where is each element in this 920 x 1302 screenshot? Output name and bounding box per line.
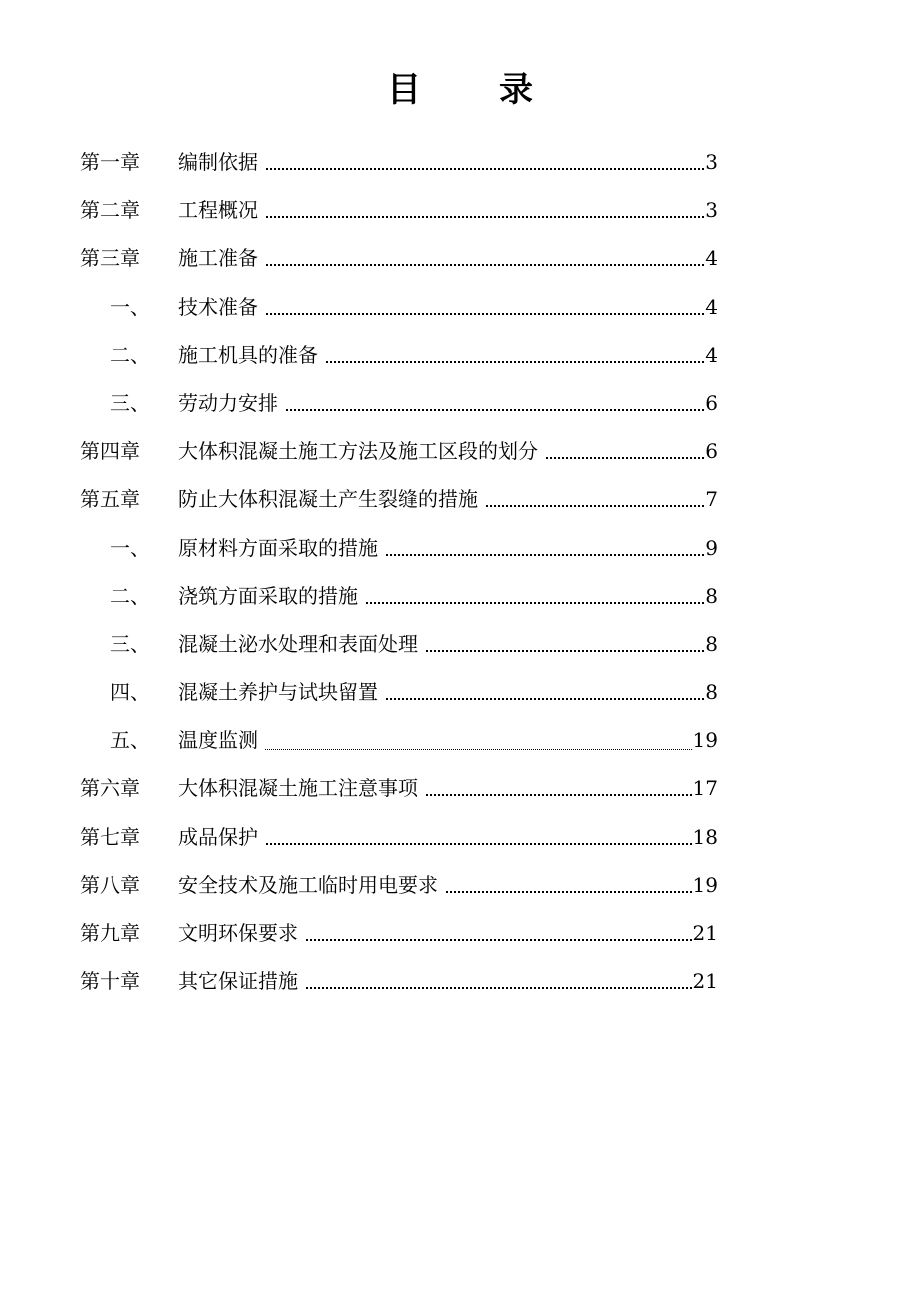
- title-char-1: 目: [387, 70, 421, 110]
- toc-entry[interactable]: [0, 477, 920, 525]
- toc-entry-page-number: 3: [704, 140, 718, 184]
- toc-entry-page-number: 8: [704, 670, 718, 714]
- toc-entry-number: 三、: [110, 390, 150, 415]
- toc-entry-number: 第七章: [80, 824, 140, 849]
- toc-entry-number: 二、: [110, 583, 150, 608]
- toc-entry-number: 第十章: [80, 969, 140, 994]
- toc-entry-number: 第九章: [80, 921, 140, 945]
- toc-entry[interactable]: [0, 670, 920, 718]
- toc-entry-label: 温度监测: [178, 718, 264, 762]
- toc-entry-number: 第一章: [80, 150, 140, 174]
- toc-entry-number: 第三章: [80, 246, 140, 271]
- toc-entry[interactable]: [0, 815, 920, 863]
- toc-entry[interactable]: [0, 526, 920, 574]
- toc-entry-number: 第四章: [80, 439, 140, 464]
- toc-entry[interactable]: [0, 574, 920, 622]
- toc-entry-number: 四、: [110, 680, 150, 705]
- toc-entry-number: 三、: [110, 631, 150, 656]
- toc-entry-label: 混凝土泌水处理和表面处理: [178, 622, 424, 666]
- toc-entry-number: 第六章: [80, 776, 140, 801]
- toc-entry-label: 大体积混凝土施工注意事项: [178, 766, 424, 810]
- toc-entry-label: 成品保护: [178, 815, 264, 859]
- toc-entry-number: 一、: [110, 294, 150, 319]
- toc-entry-label: 工程概况: [178, 188, 264, 232]
- toc-entry-number: 第二章: [80, 198, 140, 223]
- toc-entry[interactable]: [0, 766, 920, 814]
- toc-entry[interactable]: [0, 333, 920, 381]
- toc-entry-label: 原材料方面采取的措施: [178, 526, 384, 570]
- toc-entry-page-number: 8: [704, 574, 718, 618]
- title-char-2: 录: [499, 70, 533, 110]
- toc-entry-label: 安全技术及施工临时用电要求: [178, 863, 444, 907]
- toc-entry[interactable]: [0, 911, 920, 959]
- toc-entry-label: 其它保证措施: [178, 959, 304, 1003]
- toc-entry-label: 编制依据: [178, 140, 264, 184]
- toc-entry-label: 浇筑方面采取的措施: [178, 574, 364, 618]
- toc-entry-number: 一、: [110, 535, 150, 560]
- toc-entry-page-number: 18: [692, 815, 718, 859]
- toc-entry-page-number: 8: [704, 622, 718, 666]
- toc-entry-page-number: 4: [704, 285, 718, 329]
- toc-entry-number: 第八章: [80, 872, 140, 897]
- toc-entry-label: 技术准备: [178, 285, 264, 329]
- toc-entry-label: 施工准备: [178, 236, 264, 280]
- toc-entry-page-number: 19: [692, 718, 718, 762]
- toc-entry-page-number: 4: [704, 236, 718, 280]
- toc-entry-label: 混凝土养护与试块留置: [178, 670, 384, 714]
- toc-entry-page-number: 19: [692, 863, 718, 907]
- toc-entry-number: 二、: [110, 342, 150, 367]
- toc-entry[interactable]: [0, 381, 920, 429]
- toc-entry-label: 大体积混凝土施工方法及施工区段的划分: [178, 429, 544, 473]
- toc-entry-page-number: 17: [692, 766, 718, 810]
- toc-entry[interactable]: [0, 959, 920, 1007]
- toc-entry-page-number: 3: [704, 188, 718, 232]
- toc-entry[interactable]: [0, 188, 920, 236]
- toc-list: [0, 140, 920, 1007]
- toc-entry-label: 文明环保要求: [178, 911, 304, 955]
- toc-entry-page-number: 4: [704, 333, 718, 377]
- page-title: [0, 68, 920, 112]
- toc-entry-page-number: 21: [692, 911, 718, 955]
- toc-entry-label: 劳动力安排: [178, 381, 284, 425]
- toc-entry-number: 第五章: [80, 487, 140, 512]
- toc-entry-page-number: 6: [704, 381, 718, 425]
- toc-entry[interactable]: [0, 863, 920, 911]
- toc-entry[interactable]: [0, 285, 920, 333]
- toc-entry[interactable]: [0, 622, 920, 670]
- toc-entry-label: 防止大体积混凝土产生裂缝的措施: [178, 477, 484, 521]
- toc-entry-page-number: 6: [704, 429, 718, 473]
- toc-entry[interactable]: [0, 236, 920, 284]
- toc-entry[interactable]: [0, 429, 920, 477]
- toc-entry-page-number: 7: [704, 477, 718, 521]
- toc-entry-page-number: 9: [704, 526, 718, 570]
- toc-entry-page-number: 21: [692, 959, 718, 1003]
- toc-entry-number: 五、: [110, 728, 150, 753]
- toc-entry-label: 施工机具的准备: [178, 333, 324, 377]
- toc-entry[interactable]: [0, 140, 920, 188]
- toc-entry[interactable]: [0, 718, 920, 766]
